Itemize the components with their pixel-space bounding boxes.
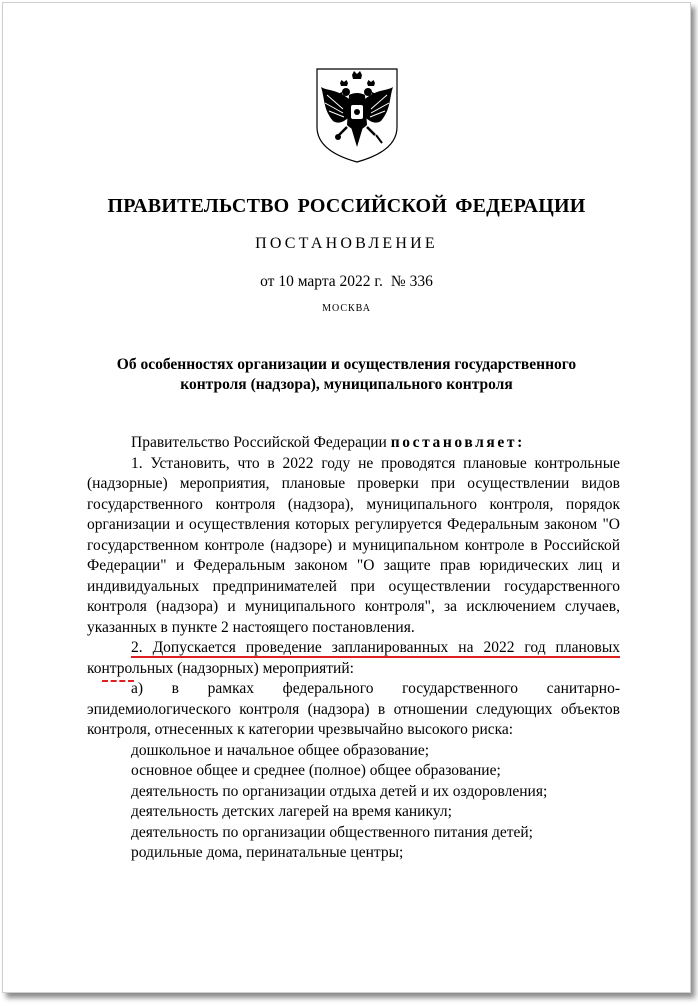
document-type: ПОСТАНОВЛЕНИЕ <box>255 235 438 252</box>
list-item: родильные дома, перинатальные центры; <box>131 844 404 861</box>
document-city: МОСКВА <box>322 303 371 314</box>
government-title: ПРАВИТЕЛЬСТВО РОССИЙСКОЙ ФЕДЕРАЦИИ <box>107 195 586 217</box>
list-item: деятельность по организации общественного питания детей; <box>131 823 533 841</box>
document-date-line <box>3 273 690 291</box>
russian-coat-of-arms-icon <box>313 65 401 165</box>
point-2-rest: контрольных (надзорных) мероприятий: <box>87 659 354 677</box>
document-number: № 336 <box>390 273 433 290</box>
point-1: 1. Установить, что в 2022 году не проводятся плановые контрольные (надзорные) мероприятия, плановые проверки при осуществлении видов государственного контроля (надзора), муниципального контроля, порядок организации и осуществления которых регулируется Федеральным законом "О государственном контроле (надзоре) и муниципальном контроле в Российской Федерации" и Федеральным законом "О защите прав юридических лиц и индивидуальных предпринимателей при осуществлении государственного контроля (надзора) и муниципального контроля", за исключением случаев, указанных в пункте 2 настоящего постановления. <box>87 454 620 636</box>
list-item: дошкольное и начальное общее образование; <box>131 741 430 759</box>
document-body <box>87 433 620 864</box>
intro-paragraph <box>87 433 620 454</box>
intro-prefix: Правительство Российской Федерации <box>131 434 387 451</box>
list-item: основное общее и среднее (полное) общее образование; <box>131 762 501 779</box>
document-date: от 10 марта 2022 г. <box>260 273 383 290</box>
document-page <box>2 2 691 993</box>
point-2 <box>87 638 620 679</box>
subject-line: контроля (надзора), муниципального контроля <box>180 376 513 393</box>
point-2a: а) в рамках федерального государственного санитарно-эпидемиологического контроля (надзора) в отношении следующих объектов контроля, отнесенных к категории чрезвычайно высокого риска: <box>87 680 620 738</box>
list-item: деятельность детских лагерей на время каникул; <box>131 803 452 820</box>
highlight-mark <box>102 680 134 682</box>
intro-verb: постановляет: <box>390 434 525 451</box>
subject-line: Об особенностях организации и осуществления государственного <box>116 356 577 373</box>
document-subject <box>3 355 690 395</box>
list-item: деятельность по организации отдыха детей и их оздоровления; <box>131 782 548 800</box>
highlighted-text: 2. Допускается проведение запланированных на 2022 год плановых <box>131 639 620 656</box>
